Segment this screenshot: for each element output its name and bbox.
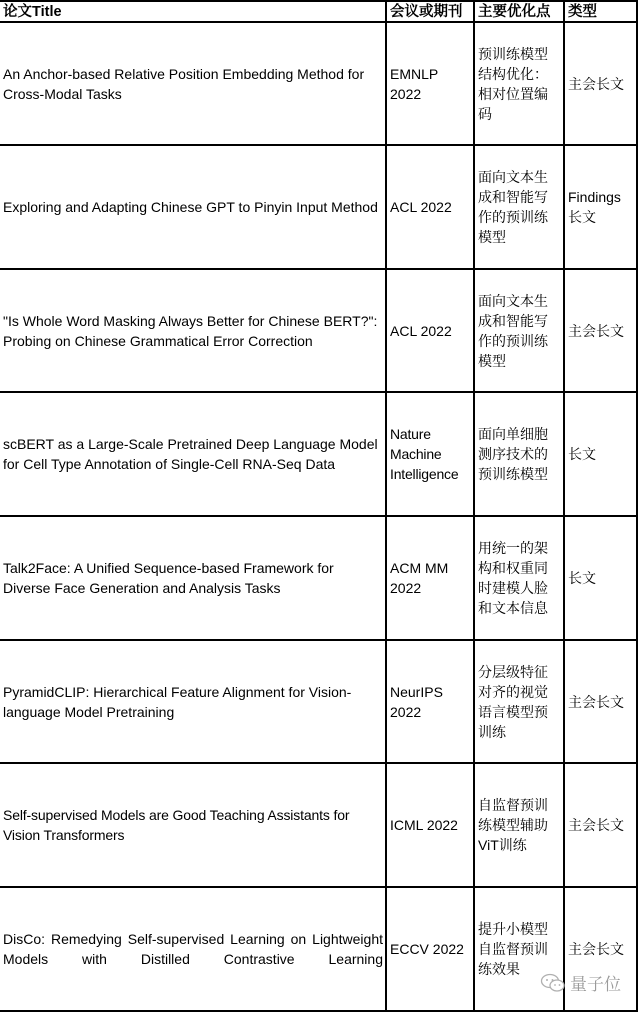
cell-focus: 面向文本生成和智能写作的预训练模型	[478, 292, 548, 369]
wechat-icon	[540, 973, 566, 993]
cell-title: Talk2Face: A Unified Sequence-based Framework for Diverse Face Generation and Analysis Tasks	[3, 560, 334, 596]
cell-title	[0, 888, 385, 1010]
cell-focus: 面向文本生成和智能写作的预训练模型	[478, 169, 548, 245]
cell-type: 主会长文	[568, 817, 624, 833]
cell-focus: 自监督预训练模型辅助ViT训练	[478, 797, 548, 853]
cell-focus: 预训练模型结构优化：相对位置编码	[478, 45, 548, 122]
cell-venue: ICML 2022	[390, 817, 458, 833]
watermark	[540, 970, 621, 995]
cell-type: 长文	[568, 570, 596, 586]
cell-venue: ACM MM 2022	[390, 560, 449, 596]
watermark-text: 量子位	[570, 975, 621, 994]
cell-venue: NeurIPS 2022	[390, 683, 443, 720]
cell-type: 主会长文	[568, 941, 624, 957]
cell-type: Findings 长文	[568, 189, 621, 225]
cell-focus: 提升小模型自监督预训练效果	[478, 921, 548, 977]
cell-venue: Nature Machine Intelligence	[390, 426, 459, 482]
cell-venue: ACL 2022	[390, 322, 452, 339]
cell-focus: 面向单细胞测序技术的预训练模型	[478, 426, 548, 482]
cell-title: An Anchor-based Relative Position Embedding Method for Cross-Modal Tasks	[3, 65, 365, 102]
header-type: 类型	[568, 3, 597, 20]
cell-focus: 分层级特征对齐的视觉语言模型预训练	[478, 663, 548, 740]
cell-focus: 用统一的架构和权重同时建模人脸和文本信息	[478, 540, 548, 616]
table-border	[636, 0, 638, 1012]
cell-venue: EMNLP 2022	[390, 65, 438, 102]
cell-type: 主会长文	[568, 322, 624, 339]
cell-title: scBERT as a Large-Scale Pretrained Deep Language Model for Cell Type Annotation of Single-Cell RNA-Seq Data	[3, 436, 378, 472]
cell-type: 长文	[568, 446, 596, 462]
cell-title-text: DisCo: Remedying Self-supervised Learning on Lightweight Models with Distilled Contrastive Learning	[3, 931, 383, 967]
cell-venue: ACL 2022	[390, 199, 452, 215]
cell-venue: ECCV 2022	[390, 941, 464, 957]
header-venue: 会议或期刊	[390, 3, 463, 20]
cell-type: 主会长文	[568, 75, 624, 92]
cell-title: PyramidCLIP: Hierarchical Feature Alignment for Vision-language Model Pretraining	[3, 683, 352, 720]
header-focus: 主要优化点	[478, 3, 551, 20]
cell-title: "Is Whole Word Masking Always Better for Chinese BERT?": Probing on Chinese Grammatical Error Correction	[3, 312, 378, 349]
cell-title: Exploring and Adapting Chinese GPT to Pinyin Input Method	[3, 199, 378, 215]
header-title: 论文Title	[3, 3, 62, 20]
cell-title: Self-supervised Models are Good Teaching Assistants for Vision Transformers	[3, 807, 350, 843]
cell-type: 主会长文	[568, 693, 624, 710]
